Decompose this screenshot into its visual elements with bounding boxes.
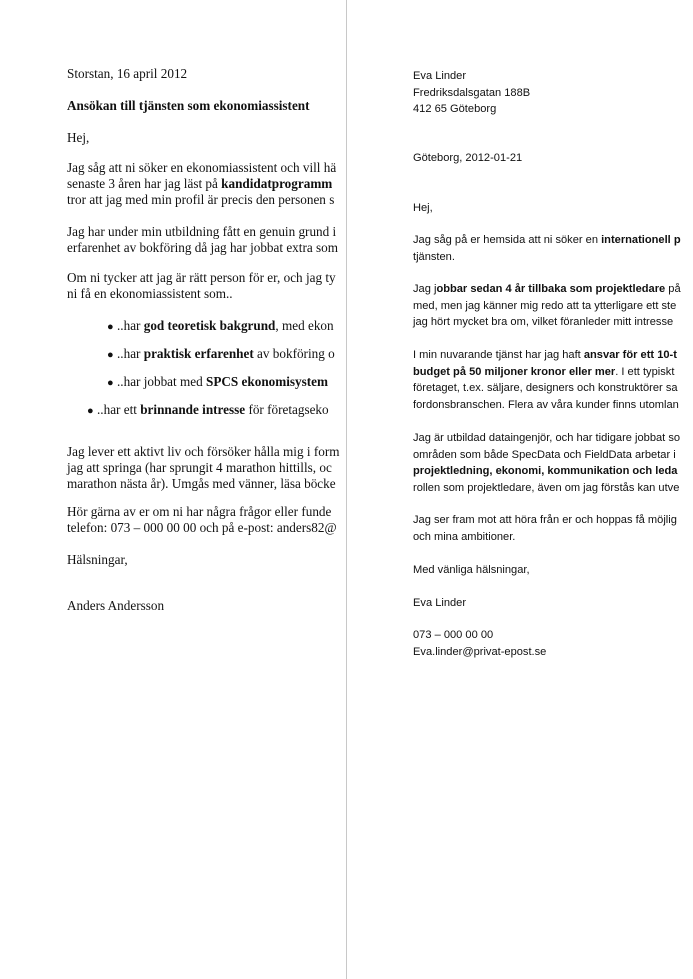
sender-address-block	[413, 68, 530, 118]
text-run: ..har ett	[97, 402, 141, 417]
phone-number: 073 – 000 00 00	[413, 629, 494, 641]
text-line: marathon nästa år). Umgås med vänner, läsa böcke	[67, 476, 336, 491]
sender-street: Fredriksdalsgatan 188B	[413, 86, 531, 99]
bold-text-run: ansvar för ett 10-t	[583, 349, 677, 361]
text-line	[413, 463, 680, 480]
bullet-icon: ●	[107, 321, 114, 333]
text-run: för företagseko	[245, 402, 329, 417]
greeting: Hej,	[413, 202, 433, 214]
text-line: Om ni tycker att jag är rätt person för er, och jag ty	[67, 270, 336, 285]
bullet-icon: ●	[87, 405, 94, 417]
text-line: fordonsbranschen. Flera av våra kunder finns utomlan	[413, 398, 679, 411]
text-line: Hör gärna av er om ni har några frågor eller funde	[67, 504, 332, 519]
paragraph-closing	[413, 512, 677, 545]
paragraph-intro	[413, 232, 681, 265]
letter-subject: Ansökan till tjänsten som ekonomiassistent	[67, 98, 310, 113]
email-address: Eva.linder@privat-epost.se	[413, 645, 547, 658]
bold-text-run: kandidatprogramm	[221, 176, 333, 191]
text-line: med, men jag känner mig redo att ta ytterligare ett ste	[413, 299, 677, 312]
signature-name: Anders Andersson	[67, 598, 165, 613]
bold-text-run: budget på 50 miljoner kronor eller mer	[413, 365, 616, 378]
paragraph-contact	[67, 504, 337, 536]
bold-text-run: praktisk erfarenhet	[143, 346, 254, 361]
text-run: I min nuvarande tjänst har jag haft	[413, 349, 584, 361]
text-run: av bokföring o	[253, 346, 335, 361]
paragraph-offer	[67, 270, 336, 302]
text-run: ..har jobbat med	[117, 374, 206, 389]
bullet-icon: ●	[107, 377, 114, 389]
text-line	[67, 176, 336, 192]
text-line: ni få en ekonomiassistent som..	[67, 286, 233, 301]
bold-text-run: SPCS ekonomisystem	[206, 374, 328, 389]
text-line: Jag lever ett aktivt liv och försöker hålla mig i form	[67, 444, 340, 459]
paragraph-intro	[67, 160, 336, 208]
signature-name: Eva Linder	[413, 597, 467, 609]
text-line	[413, 232, 681, 249]
contact-block	[413, 627, 546, 660]
bold-text-run: brinnande intresse	[140, 402, 246, 417]
bullet-item	[107, 346, 335, 363]
bullet-item	[107, 374, 328, 391]
text-run: på	[665, 283, 681, 295]
text-line: erfarenhet av bokföring då jag har jobbat extra som	[67, 240, 338, 255]
text-line: Jag ser fram mot att höra från er och hoppas få möjlig	[413, 514, 677, 526]
greeting: Hej,	[67, 130, 90, 145]
text-line: rollen som projektledare, även om jag förstås kan utve	[413, 481, 680, 494]
sender-postal: 412 65 Göteborg	[413, 103, 497, 115]
text-line: jag hört mycket bra om, vilket föranleder mitt intresse	[413, 316, 674, 328]
paragraph-experience	[413, 281, 681, 331]
place-date: Göteborg, 2012-01-21	[413, 152, 523, 164]
text-run: Jag såg på er hemsida att ni söker en	[413, 234, 602, 246]
text-line: jag att springa (har sprungit 4 marathon hittills, oc	[67, 460, 332, 475]
text-line: Jag är utbildad dataingenjör, och har tidigare jobbat so	[413, 432, 681, 444]
bullet-icon: ●	[107, 349, 114, 361]
place-date: Storstan, 16 april 2012	[67, 66, 188, 81]
text-run: , med ekon	[275, 318, 334, 333]
text-run: ..har	[117, 346, 144, 361]
text-line: tror att jag med min profil är precis den personen s	[67, 192, 335, 207]
paragraph-lifestyle	[67, 444, 339, 492]
bold-text-run: obbar sedan 4 år tillbaka som projektledare	[436, 283, 666, 295]
text-line: tjänsten.	[413, 250, 455, 263]
bold-text-run: god teoretisk bakgrund	[143, 318, 276, 333]
text-line: telefon: 073 – 000 00 00 och på e-post: anders82@	[67, 520, 337, 535]
text-run: ..har	[117, 318, 144, 333]
text-line: områden som både SpecData och FieldData arbetar i	[413, 448, 676, 461]
closing: Med vänliga hälsningar,	[413, 564, 530, 576]
text-line: företaget, t.ex. säljare, designers och konstruktörer sa	[413, 382, 678, 394]
sender-name: Eva Linder	[413, 70, 467, 82]
paragraph-education	[67, 224, 338, 256]
text-line	[413, 347, 679, 364]
text-line	[413, 364, 679, 381]
bullet-item	[87, 402, 329, 419]
text-run: . I ett typiskt	[615, 365, 675, 378]
paragraph-education	[413, 430, 680, 496]
text-line: och mina ambitioner.	[413, 530, 516, 543]
text-run: senaste 3 åren har jag läst på	[67, 176, 222, 191]
text-line: Jag har under min utbildning fått en genuin grund i	[67, 224, 337, 239]
bold-text-run: projektledning, ekonomi, kommunikation och leda	[413, 465, 678, 477]
closing: Hälsningar,	[67, 552, 128, 567]
bullet-item	[107, 318, 334, 335]
right-document-page	[347, 0, 693, 979]
text-line: Jag såg att ni söker en ekonomiassistent och vill hä	[67, 160, 337, 175]
text-run: Jag j	[413, 283, 437, 295]
paragraph-responsibility	[413, 347, 679, 413]
text-line	[413, 281, 681, 298]
left-document-page	[0, 0, 346, 979]
bold-text-run: internationell p	[601, 234, 681, 246]
